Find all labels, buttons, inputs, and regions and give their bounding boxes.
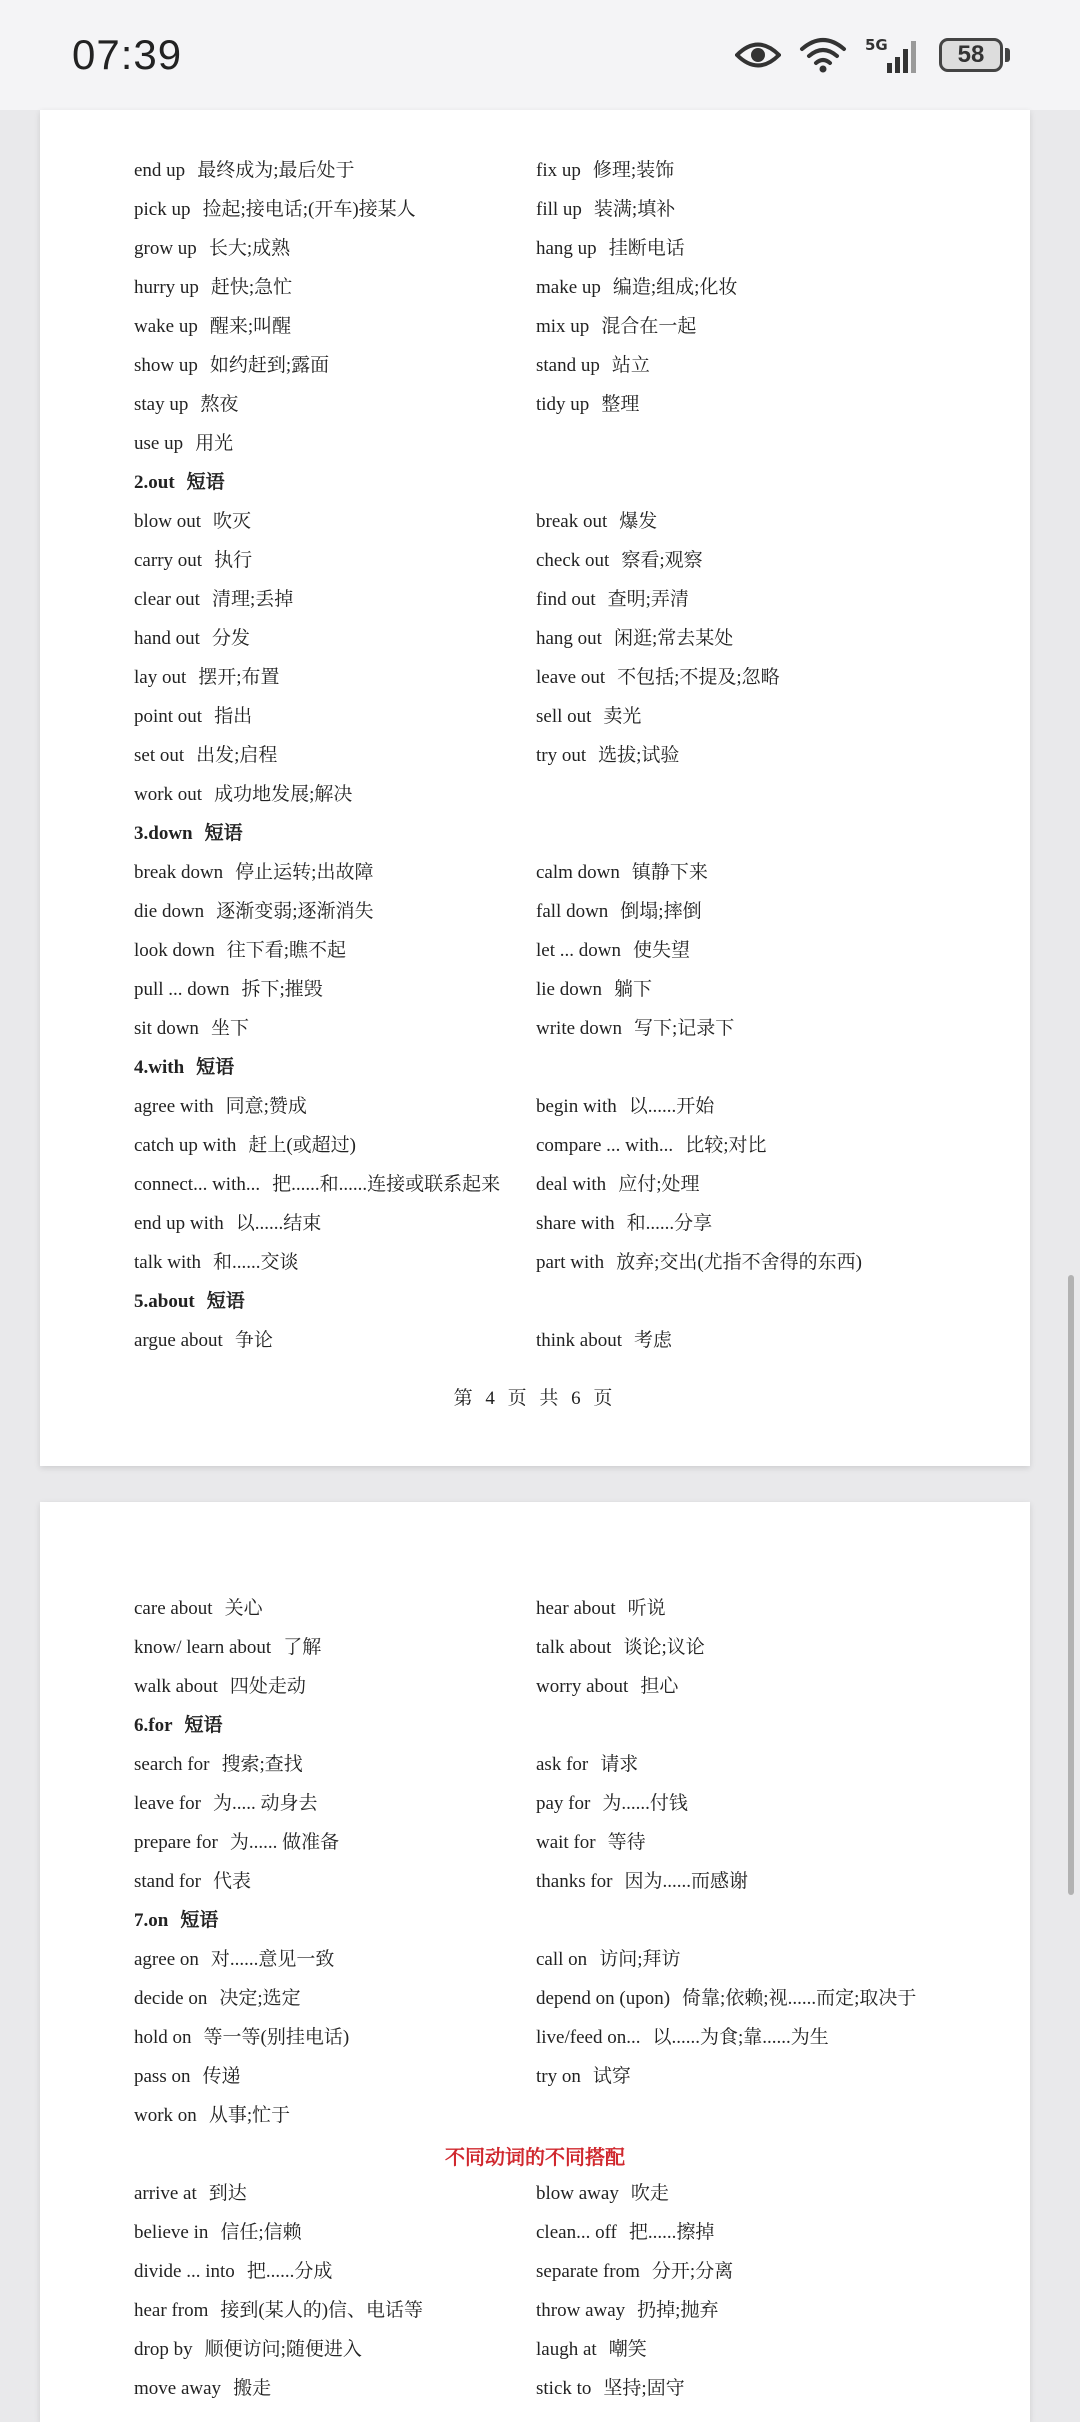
phrase-chinese: 修理;装饰 — [592, 160, 675, 181]
phrase-english: compare ... with... — [536, 1135, 674, 1156]
phrase-chinese: 为..... 动身去 — [212, 1793, 318, 1814]
phrase-entry — [134, 781, 352, 809]
phrase-english: pull ... down — [134, 979, 230, 1000]
phrase-english: calm down — [536, 862, 620, 883]
heading-label: 短语 — [206, 1291, 245, 1312]
phrase-english: fix up — [536, 160, 581, 181]
scrollbar-thumb[interactable] — [1068, 1275, 1074, 1895]
phrase-english: blow out — [134, 511, 202, 532]
phrase-entry — [536, 2375, 685, 2403]
phrase-english: tidy up — [536, 394, 590, 415]
phrase-english: clean... off — [536, 2222, 617, 2243]
phrase-chinese: 分开;分离 — [651, 2261, 734, 2282]
phrase-english: leave for — [134, 1793, 201, 1814]
phrase-entry — [536, 1751, 638, 1779]
phrase-english: hang up — [536, 238, 597, 259]
phrase-chinese: 同意;赞成 — [225, 1096, 307, 1117]
phrase-entry — [536, 547, 703, 575]
phrase-english: believe in — [134, 2222, 209, 2243]
phrase-chinese: 接到(某人的)信、电话等 — [220, 2300, 424, 2321]
phrase-chinese: 把......擦掉 — [628, 2222, 715, 2243]
phrase-entry — [134, 235, 290, 263]
phrase-chinese: 了解 — [283, 1637, 322, 1658]
phrase-chinese: 站立 — [611, 355, 650, 376]
phrase-english: depend on (upon) — [536, 1988, 671, 2009]
phrase-entry — [134, 742, 277, 770]
phrase-entry — [536, 859, 708, 887]
phrase-chinese: 以......为食;靠......为生 — [652, 2027, 829, 2048]
heading-label: 短语 — [196, 1057, 235, 1078]
phrase-entry — [536, 1985, 916, 2013]
phrase-entry — [134, 1595, 263, 1623]
phrase-entry — [134, 1171, 500, 1199]
phrase-english: separate from — [536, 2261, 640, 2282]
phrase-entry — [536, 625, 733, 653]
phrase-english: look down — [134, 940, 215, 961]
phrase-chinese: 信任;信赖 — [220, 2222, 302, 2243]
phrase-chinese: 摆开;布置 — [198, 667, 280, 688]
battery-tip — [1005, 48, 1010, 62]
phrase-english: end up with — [134, 1213, 224, 1234]
phrase-english: break down — [134, 862, 224, 883]
phrase-chinese: 清理;丢掉 — [211, 589, 294, 610]
battery-icon — [939, 38, 1010, 72]
section-title: 不同动词的不同搭配 — [445, 2145, 625, 2169]
phrase-english: clear out — [134, 589, 200, 610]
heading-number: 4.with — [134, 1057, 185, 1078]
phrase-english: pay for — [536, 1793, 591, 1814]
phrase-entry — [134, 313, 291, 341]
wifi-icon — [799, 36, 847, 74]
phrase-english: begin with — [536, 1096, 617, 1117]
phrase-entry — [536, 1015, 734, 1043]
phrase-english: talk with — [134, 1252, 202, 1273]
phrase-entry — [134, 1946, 334, 1974]
phrase-entry — [134, 2219, 302, 2247]
phrase-chinese: 考虑 — [634, 1330, 673, 1351]
phrase-chinese: 以......结束 — [235, 1213, 322, 1234]
phrase-chinese: 把......分成 — [246, 2261, 333, 2282]
phrase-chinese: 代表 — [213, 1871, 252, 1892]
phrase-english: argue about — [134, 1330, 223, 1351]
phrase-entry — [134, 2258, 332, 2286]
phrase-chinese: 写下;记录下 — [634, 1018, 735, 1039]
phrase-english: ask for — [536, 1754, 589, 1775]
phrase-english: try out — [536, 745, 587, 766]
phrase-entry — [536, 586, 689, 614]
phrase-entry — [536, 1829, 646, 1857]
phrase-chinese: 捡起;接电话;(开车)接某人 — [202, 199, 416, 220]
document-page-4 — [40, 110, 1030, 1466]
phrase-entry — [134, 1634, 321, 1662]
phrase-chinese: 熬夜 — [200, 394, 239, 415]
phrase-english: hear from — [134, 2300, 209, 2321]
phrase-entry — [536, 1790, 688, 1818]
phrase-entry — [134, 1249, 299, 1277]
phrase-entry — [134, 508, 251, 536]
phrase-chinese: 等待 — [607, 1832, 646, 1853]
phrase-chinese: 卖光 — [603, 706, 642, 727]
phrase-english: share with — [536, 1213, 615, 1234]
phrase-english: think about — [536, 1330, 623, 1351]
phrase-chinese: 顺便访问;随便进入 — [204, 2339, 362, 2360]
phrase-english: grow up — [134, 238, 197, 259]
phrase-english: die down — [134, 901, 205, 922]
phrase-entry — [134, 547, 252, 575]
phrase-entry — [536, 1946, 680, 1974]
heading-number: 5.about — [134, 1291, 195, 1312]
phrase-english: work out — [134, 784, 203, 805]
phrase-english: stick to — [536, 2378, 592, 2399]
phrase-entry — [536, 1868, 748, 1896]
phrase-entry — [134, 2375, 271, 2403]
phrase-english: try on — [536, 2066, 581, 2087]
phrase-english: live/feed on... — [536, 2027, 641, 2048]
phrase-entry — [536, 1327, 672, 1355]
phrase-entry — [134, 352, 329, 380]
section-heading — [134, 1712, 994, 1740]
phrase-chinese: 赶快;急忙 — [210, 277, 293, 298]
phrase-chinese: 扔掉;抛弃 — [637, 2300, 719, 2321]
phrase-entry — [536, 235, 685, 263]
phrase-english: lay out — [134, 667, 187, 688]
phrase-chinese: 把......和......连接或联系起来 — [272, 1174, 501, 1195]
phrase-english: part with — [536, 1252, 605, 1273]
phrase-chinese: 和......交谈 — [213, 1252, 299, 1273]
phrase-chinese: 往下看;瞧不起 — [226, 940, 347, 961]
phrase-english: pass on — [134, 2066, 191, 2087]
phrase-entry — [134, 274, 292, 302]
phrase-chinese: 查明;弄清 — [607, 589, 689, 610]
phrase-chinese: 混合在一起 — [601, 316, 697, 337]
phrase-english: divide ... into — [134, 2261, 235, 2282]
phrase-entry — [536, 2258, 733, 2286]
phrase-chinese: 最终成为;最后处于 — [197, 160, 355, 181]
phrase-chinese: 执行 — [214, 550, 253, 571]
heading-label: 短语 — [184, 1715, 223, 1736]
phrase-chinese: 决定;选定 — [219, 1988, 301, 2009]
phrase-entry — [536, 2063, 631, 2091]
phrase-english: throw away — [536, 2300, 626, 2321]
phrase-entry — [536, 274, 737, 302]
heading-label: 短语 — [180, 1910, 219, 1931]
phrase-english: hang out — [536, 628, 602, 649]
phrase-chinese: 应付;处理 — [618, 1174, 700, 1195]
status-bar — [0, 0, 1080, 110]
phrase-chinese: 如约赶到;露面 — [209, 355, 330, 376]
phrase-english: care about — [134, 1598, 213, 1619]
section-heading — [134, 1288, 994, 1316]
phrase-entry — [134, 2336, 362, 2364]
phrase-english: hear about — [536, 1598, 616, 1619]
phrase-entry — [134, 2297, 423, 2325]
heading-number: 7.on — [134, 1910, 169, 1931]
phrase-english: stand for — [134, 1871, 202, 1892]
phrase-chinese: 搜索;查找 — [221, 1754, 303, 1775]
section-heading — [134, 820, 994, 848]
phrase-english: laugh at — [536, 2339, 597, 2360]
phrase-chinese: 四处走动 — [229, 1676, 306, 1697]
phrase-chinese: 吹走 — [630, 2183, 669, 2204]
phrase-entry — [536, 196, 675, 224]
phrase-entry — [536, 1673, 678, 1701]
document-page-5 — [40, 1502, 1030, 2422]
phrase-english: call on — [536, 1949, 588, 1970]
phrase-chinese: 担心 — [640, 1676, 679, 1697]
phrase-entry — [134, 157, 354, 185]
phrase-entry — [536, 703, 641, 731]
phrase-entry — [134, 1868, 251, 1896]
phrase-entry — [134, 1327, 273, 1355]
phrase-entry — [536, 2219, 714, 2247]
phrase-entry — [536, 1171, 699, 1199]
phrase-entry — [536, 1093, 714, 1121]
phrase-english: talk about — [536, 1637, 612, 1658]
phrase-chinese: 关心 — [224, 1598, 263, 1619]
phrase-english: check out — [536, 550, 610, 571]
phrase-chinese: 装满;填补 — [593, 199, 676, 220]
phrase-entry — [536, 1132, 766, 1160]
heading-number: 2.out — [134, 472, 175, 493]
phrase-entry — [536, 391, 639, 419]
status-time: 07:39 — [72, 31, 183, 78]
phrase-chinese: 和......分享 — [626, 1213, 713, 1234]
phrase-chinese: 到达 — [208, 2183, 247, 2204]
phrase-english: move away — [134, 2378, 222, 2399]
phrase-chinese: 比较;对比 — [685, 1135, 767, 1156]
phrase-english: walk about — [134, 1676, 218, 1697]
phrase-entry — [134, 1790, 318, 1818]
phrase-english: leave out — [536, 667, 606, 688]
section-heading — [134, 469, 994, 497]
phrase-english: point out — [134, 706, 203, 727]
phrase-chinese: 访问;拜访 — [599, 1949, 681, 1970]
phrase-chinese: 试穿 — [592, 2066, 631, 2087]
phrase-chinese: 谈论;议论 — [623, 1637, 705, 1658]
signal-5g-icon — [865, 35, 921, 75]
phrase-english: break out — [536, 511, 608, 532]
phrase-entry — [134, 898, 373, 926]
phrase-english: blow away — [536, 2183, 619, 2204]
phrase-english: lie down — [536, 979, 602, 1000]
phrase-english: drop by — [134, 2339, 193, 2360]
phrase-entry — [134, 1210, 321, 1238]
phrase-chinese: 镇静下来 — [631, 862, 708, 883]
phrase-chinese: 放弃;交出(尤指不舍得的东西) — [616, 1252, 863, 1273]
phrase-chinese: 坐下 — [210, 1018, 249, 1039]
phrase-entry — [134, 1985, 301, 2013]
phrase-english: hold on — [134, 2027, 192, 2048]
phrase-entry — [134, 2063, 241, 2091]
phrase-chinese: 等一等(别挂电话) — [203, 2027, 350, 2048]
heading-number: 6.for — [134, 1715, 173, 1736]
phrase-chinese: 分发 — [211, 628, 250, 649]
phrase-entry — [536, 2024, 829, 2052]
phrase-chinese: 醒来;叫醒 — [209, 316, 292, 337]
eye-icon — [735, 40, 781, 70]
phrase-chinese: 指出 — [214, 706, 253, 727]
phrase-entry — [134, 430, 233, 458]
phrase-english: agree on — [134, 1949, 199, 1970]
phrase-english: carry out — [134, 550, 203, 571]
phrase-english: thanks for — [536, 1871, 613, 1892]
phrase-entry — [134, 1673, 306, 1701]
phrase-english: arrive at — [134, 2183, 197, 2204]
phrase-chinese: 长大;成熟 — [208, 238, 291, 259]
phrase-chinese: 以......开始 — [628, 1096, 715, 1117]
phrase-english: end up — [134, 160, 186, 181]
phrase-chinese: 嘲笑 — [608, 2339, 647, 2360]
phrase-chinese: 逐渐变弱;逐渐消失 — [216, 901, 374, 922]
phrase-english: let ... down — [536, 940, 621, 961]
phrase-entry — [536, 508, 657, 536]
phrase-entry — [134, 1015, 249, 1043]
phrase-chinese: 对......意见一致 — [210, 1949, 335, 1970]
phrase-entry — [536, 1595, 666, 1623]
phrase-english: find out — [536, 589, 596, 610]
phrase-entry — [536, 742, 679, 770]
phrase-english: stand up — [536, 355, 600, 376]
heading-label: 短语 — [204, 823, 243, 844]
phrase-entry — [134, 1093, 307, 1121]
heading-label: 短语 — [186, 472, 225, 493]
phrase-english: sit down — [134, 1018, 199, 1039]
phrase-chinese: 躺下 — [613, 979, 652, 1000]
phrase-english: pick up — [134, 199, 191, 220]
phrase-entry — [134, 703, 252, 731]
phrase-english: write down — [536, 1018, 623, 1039]
phrase-chinese: 倚靠;依赖;视......而定;取决于 — [682, 1988, 917, 2009]
phrase-chinese: 拆下;摧毁 — [241, 979, 323, 1000]
phrase-chinese: 成功地发展;解决 — [214, 784, 353, 805]
phrase-entry — [536, 898, 702, 926]
page-footer: 第 4 页 共 6 页 — [453, 1388, 617, 1409]
phrase-entry — [536, 1634, 705, 1662]
phrase-english: use up — [134, 433, 184, 454]
phrase-chinese: 赶上(或超过) — [248, 1135, 357, 1156]
phrase-chinese: 为...... 做准备 — [229, 1832, 340, 1853]
phrase-chinese: 使失望 — [632, 940, 690, 961]
phrase-english: make up — [536, 277, 601, 298]
phrase-english: catch up with — [134, 1135, 237, 1156]
phrase-english: deal with — [536, 1174, 607, 1195]
phrase-chinese: 请求 — [600, 1754, 639, 1775]
phrase-chinese: 用光 — [195, 433, 234, 454]
phrase-entry — [134, 1132, 356, 1160]
phrase-english: fall down — [536, 901, 609, 922]
section-heading — [134, 1907, 994, 1935]
phrase-entry — [536, 976, 652, 1004]
phrase-entry — [134, 2024, 349, 2052]
phrase-chinese: 因为......而感谢 — [624, 1871, 749, 1892]
phrase-entry — [134, 2180, 247, 2208]
phrase-english: hurry up — [134, 277, 199, 298]
phrase-english: show up — [134, 355, 198, 376]
phrase-english: connect... with... — [134, 1174, 261, 1195]
status-icons — [735, 35, 1010, 75]
phrase-entry — [134, 1829, 339, 1857]
phrase-english: search for — [134, 1754, 210, 1775]
phrase-entry — [536, 352, 650, 380]
phrase-entry — [134, 2102, 290, 2130]
phrase-entry — [536, 2336, 647, 2364]
phrase-entry — [134, 1751, 303, 1779]
phrase-english: wake up — [134, 316, 198, 337]
phrase-chinese: 不包括;不提及;忽略 — [617, 667, 780, 688]
phrase-chinese: 编造;组成;化妆 — [612, 277, 738, 298]
phrase-entry — [536, 313, 696, 341]
phrase-english: mix up — [536, 316, 590, 337]
phrase-entry — [134, 976, 323, 1004]
phrase-chinese: 整理 — [601, 394, 640, 415]
phrase-chinese: 为......付钱 — [602, 1793, 688, 1814]
phrase-chinese: 传递 — [202, 2066, 241, 2087]
phrase-entry — [134, 625, 250, 653]
phrase-entry — [134, 586, 293, 614]
phrase-english: stay up — [134, 394, 189, 415]
phrase-english: prepare for — [134, 1832, 218, 1853]
phrase-entry — [536, 664, 780, 692]
phrase-chinese: 出发;启程 — [196, 745, 278, 766]
phrase-chinese: 选拔;试验 — [598, 745, 680, 766]
phrase-english: hand out — [134, 628, 200, 649]
phrase-entry — [536, 1249, 862, 1277]
phrase-english: fill up — [536, 199, 582, 220]
phrase-entry — [134, 391, 238, 419]
phrase-english: decide on — [134, 1988, 208, 2009]
phrase-entry — [536, 2180, 669, 2208]
phrase-chinese: 停止运转;出故障 — [235, 862, 374, 883]
phrase-chinese: 搬走 — [233, 2378, 272, 2399]
phrase-english: wait for — [536, 1832, 596, 1853]
phrase-english: sell out — [536, 706, 592, 727]
phrase-english: agree with — [134, 1096, 214, 1117]
phrase-chinese: 挂断电话 — [608, 238, 685, 259]
phrase-chinese: 从事;忙于 — [208, 2105, 291, 2126]
phrase-entry — [134, 859, 373, 887]
phrase-entry — [536, 157, 674, 185]
phrase-english: work on — [134, 2105, 197, 2126]
phrase-chinese: 坚持;固守 — [603, 2378, 685, 2399]
phrase-english: know/ learn about — [134, 1637, 272, 1658]
phrase-chinese: 听说 — [627, 1598, 666, 1619]
phrase-chinese: 吹灭 — [213, 511, 252, 532]
phrase-chinese: 闲逛;常去某处 — [613, 628, 734, 649]
phrase-entry — [536, 2297, 718, 2325]
battery-level: 58 — [939, 38, 1003, 72]
phrase-entry — [134, 196, 416, 224]
phrase-entry — [134, 664, 280, 692]
network-label: 5G — [865, 36, 888, 54]
phrase-entry — [536, 1210, 712, 1238]
phrase-chinese: 争论 — [234, 1330, 273, 1351]
heading-number: 3.down — [134, 823, 193, 844]
phrase-entry — [134, 937, 346, 965]
phrase-chinese: 察看;观察 — [621, 550, 703, 571]
phrase-chinese: 倒塌;摔倒 — [620, 901, 702, 922]
phrase-chinese: 爆发 — [619, 511, 658, 532]
phrase-entry — [536, 937, 690, 965]
phrase-english: worry about — [536, 1676, 629, 1697]
section-heading — [134, 1054, 994, 1082]
phrase-english: set out — [134, 745, 185, 766]
